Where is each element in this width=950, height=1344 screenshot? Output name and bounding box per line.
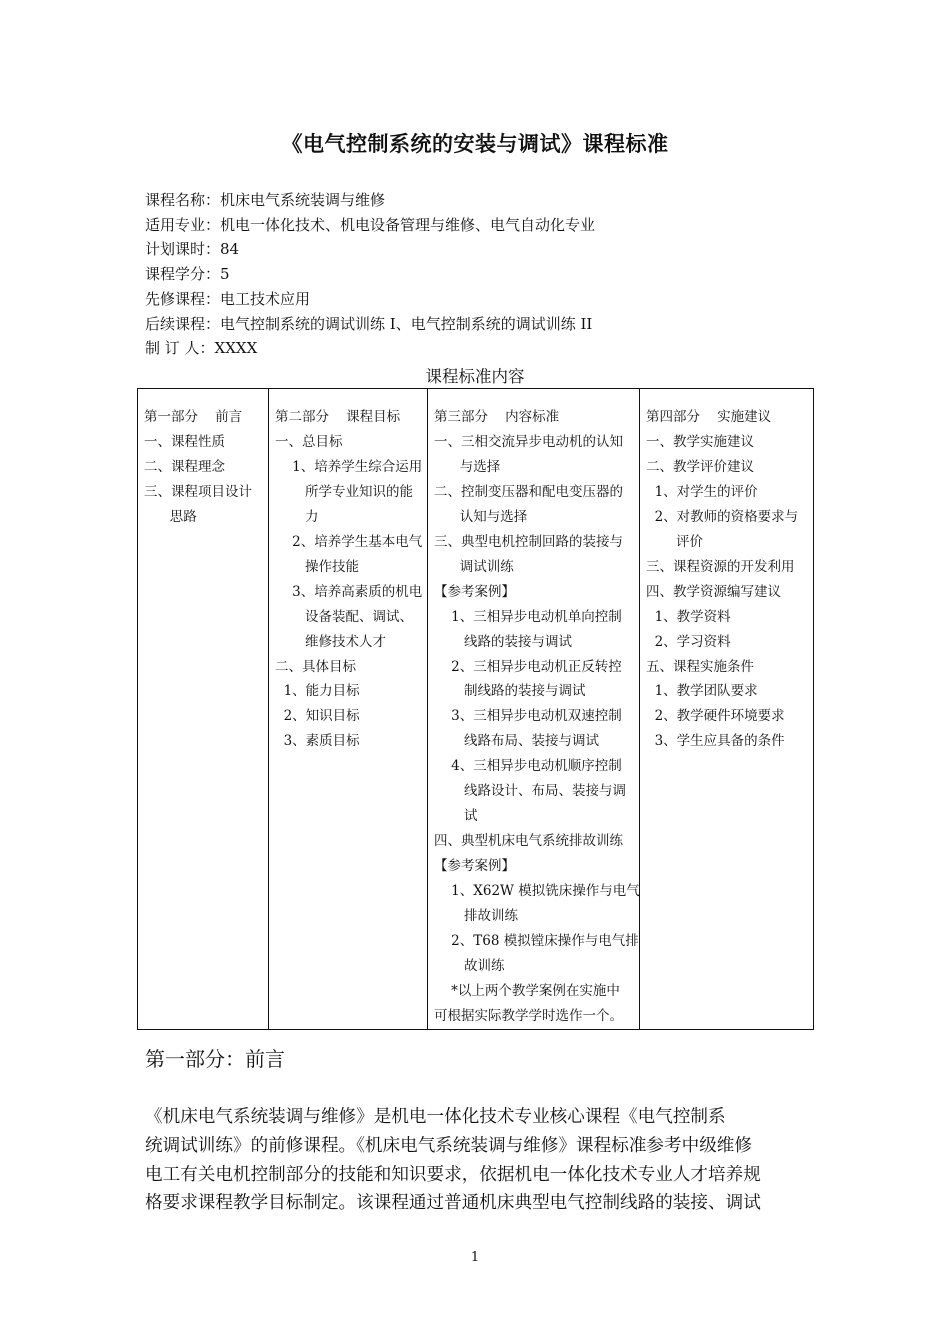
column-part-four [640, 389, 814, 1030]
text-line: 2、对教师的资格要求与 [646, 508, 799, 525]
text-line: 二、课程理念 [144, 458, 225, 475]
text-line: 线路设计、布局、装接与调 [434, 783, 627, 800]
text-line: 评价 [646, 533, 704, 550]
column-part-three [428, 389, 640, 1030]
text-line: 2、知识目标 [275, 708, 360, 725]
table-caption: 课程标准内容 [425, 367, 525, 386]
text-line: 制线路的装接与调试 [434, 683, 586, 700]
section-heading: 第一部分：前言 [145, 1047, 285, 1071]
text-line: 2、三相异步电动机正反转控 [434, 658, 622, 675]
text-line: 1、培养学生综合运用 [275, 458, 423, 475]
text-line: 统调试训练》的前修课程。《机床电气系统装调与维修》课程标准参考中级维修 [145, 1135, 752, 1156]
document-title: 《电气控制系统的安装与调试》课程标准 [281, 132, 669, 156]
text-line: 3、素质目标 [275, 733, 360, 750]
text-line: 1、教学资料 [646, 608, 731, 625]
table-row [138, 389, 814, 1030]
text-line: 三、课程项目设计 [144, 483, 252, 500]
text-line: 线路布局、装接与调试 [434, 733, 600, 750]
column-part-one [138, 389, 269, 1030]
text-line: 思路 [144, 508, 197, 525]
text-line: 可根据实际教学学时选作一个。 [434, 1007, 623, 1024]
text-line: 二、教学评价建议 [646, 458, 754, 475]
text-line: 维修技术人才 [275, 633, 387, 650]
text-line: 与选择 [434, 458, 501, 475]
planned-hours: 计划课时：84 [145, 240, 240, 259]
text-line: 2、学习资料 [646, 633, 731, 650]
text-line: 第三部分 内容标准 [434, 409, 560, 425]
prerequisite-course: 先修课程：电工技术应用 [145, 289, 311, 308]
text-line: 调试训练 [434, 558, 514, 575]
text-line: 1、X62W 模拟铣床操作与电气 [434, 883, 640, 900]
text-line: 一、总目标 [275, 433, 343, 450]
page-number: 1 [470, 1250, 480, 1265]
text-line: 三、课程资源的开发利用 [646, 558, 795, 575]
course-credits: 课程学分：5 [145, 265, 230, 284]
text-line: 试 [434, 808, 478, 825]
text-line: 1、能力目标 [275, 683, 360, 700]
author: 制 订 人：XXXX [145, 339, 258, 358]
text-line: 第四部分 实施建议 [646, 409, 772, 425]
text-line: 排故训练 [434, 908, 519, 925]
course-name: 课程名称：机床电气系统装调与维修 [145, 191, 386, 209]
text-line: 第二部分 课程目标 [275, 409, 401, 425]
text-line: 四、教学资源编写建议 [646, 583, 781, 600]
text-line: 3、三相异步电动机双速控制 [434, 708, 622, 725]
text-line: 四、典型机床电气系统排故训练 [434, 833, 623, 850]
text-line: 二、具体目标 [275, 658, 356, 675]
text-line: 设备装配、调试、 [275, 608, 414, 625]
text-line: 三、典型电机控制回路的装接与 [434, 533, 623, 550]
text-line: 1、对学生的评价 [646, 483, 758, 500]
text-line: 操作技能 [275, 558, 360, 575]
text-line: 2、培养学生基本电气 [275, 533, 423, 550]
text-line: 3、学生应具备的条件 [646, 733, 785, 750]
text-line: 格要求课程教学目标制定。该课程通过普通机床典型电气控制线路的装接、调试 [145, 1193, 761, 1214]
text-line: 2、T68 模拟镗床操作与电气排 [434, 933, 639, 950]
text-line: 一、教学实施建议 [646, 433, 754, 450]
text-line: 二、控制变压器和配电变压器的 [434, 483, 623, 500]
text-line: 【参考案例】 [434, 583, 515, 600]
text-line: 3、培养高素质的机电 [275, 583, 423, 600]
text-line: 五、课程实施条件 [646, 658, 754, 675]
course-info-list [145, 188, 595, 361]
follow-up-course: 后续课程：电气控制系统的调试训练 I、电气控制系统的调试训练 II [145, 314, 593, 333]
text-line: 第一部分 前言 [144, 409, 243, 425]
text-line: 线路的装接与调试 [434, 633, 573, 650]
text-line: *以上两个教学案例在实施中 [434, 982, 620, 999]
text-line: 认知与选择 [434, 508, 528, 525]
text-line: 所学专业知识的能 [275, 483, 414, 500]
text-line: 力 [275, 508, 319, 525]
text-line: 2、教学硬件环境要求 [646, 708, 785, 725]
text-line: 一、三相交流异步电动机的认知 [434, 433, 623, 450]
course-standard-table [137, 388, 814, 1030]
text-line: 一、课程性质 [144, 433, 225, 450]
text-line: 《机床电气系统装调与维修》是机电一体化技术专业核心课程《电气控制系 [145, 1107, 726, 1127]
text-line: 4、三相异步电动机顺序控制 [434, 758, 622, 775]
text-line: 1、三相异步电动机单向控制 [434, 608, 622, 625]
text-line: 【参考案例】 [434, 858, 515, 875]
column-part-two [269, 389, 428, 1030]
body-paragraph [145, 1103, 810, 1218]
text-line: 故训练 [434, 957, 505, 974]
text-line: 电工有关电机控制部分的技能和知识要求，依据机电一体化技术专业人才培养规 [145, 1164, 761, 1185]
text-line: 1、教学团队要求 [646, 683, 758, 700]
applicable-major: 适用专业：机电一体化技术、机电设备管理与维修、电气自动化专业 [145, 215, 596, 234]
